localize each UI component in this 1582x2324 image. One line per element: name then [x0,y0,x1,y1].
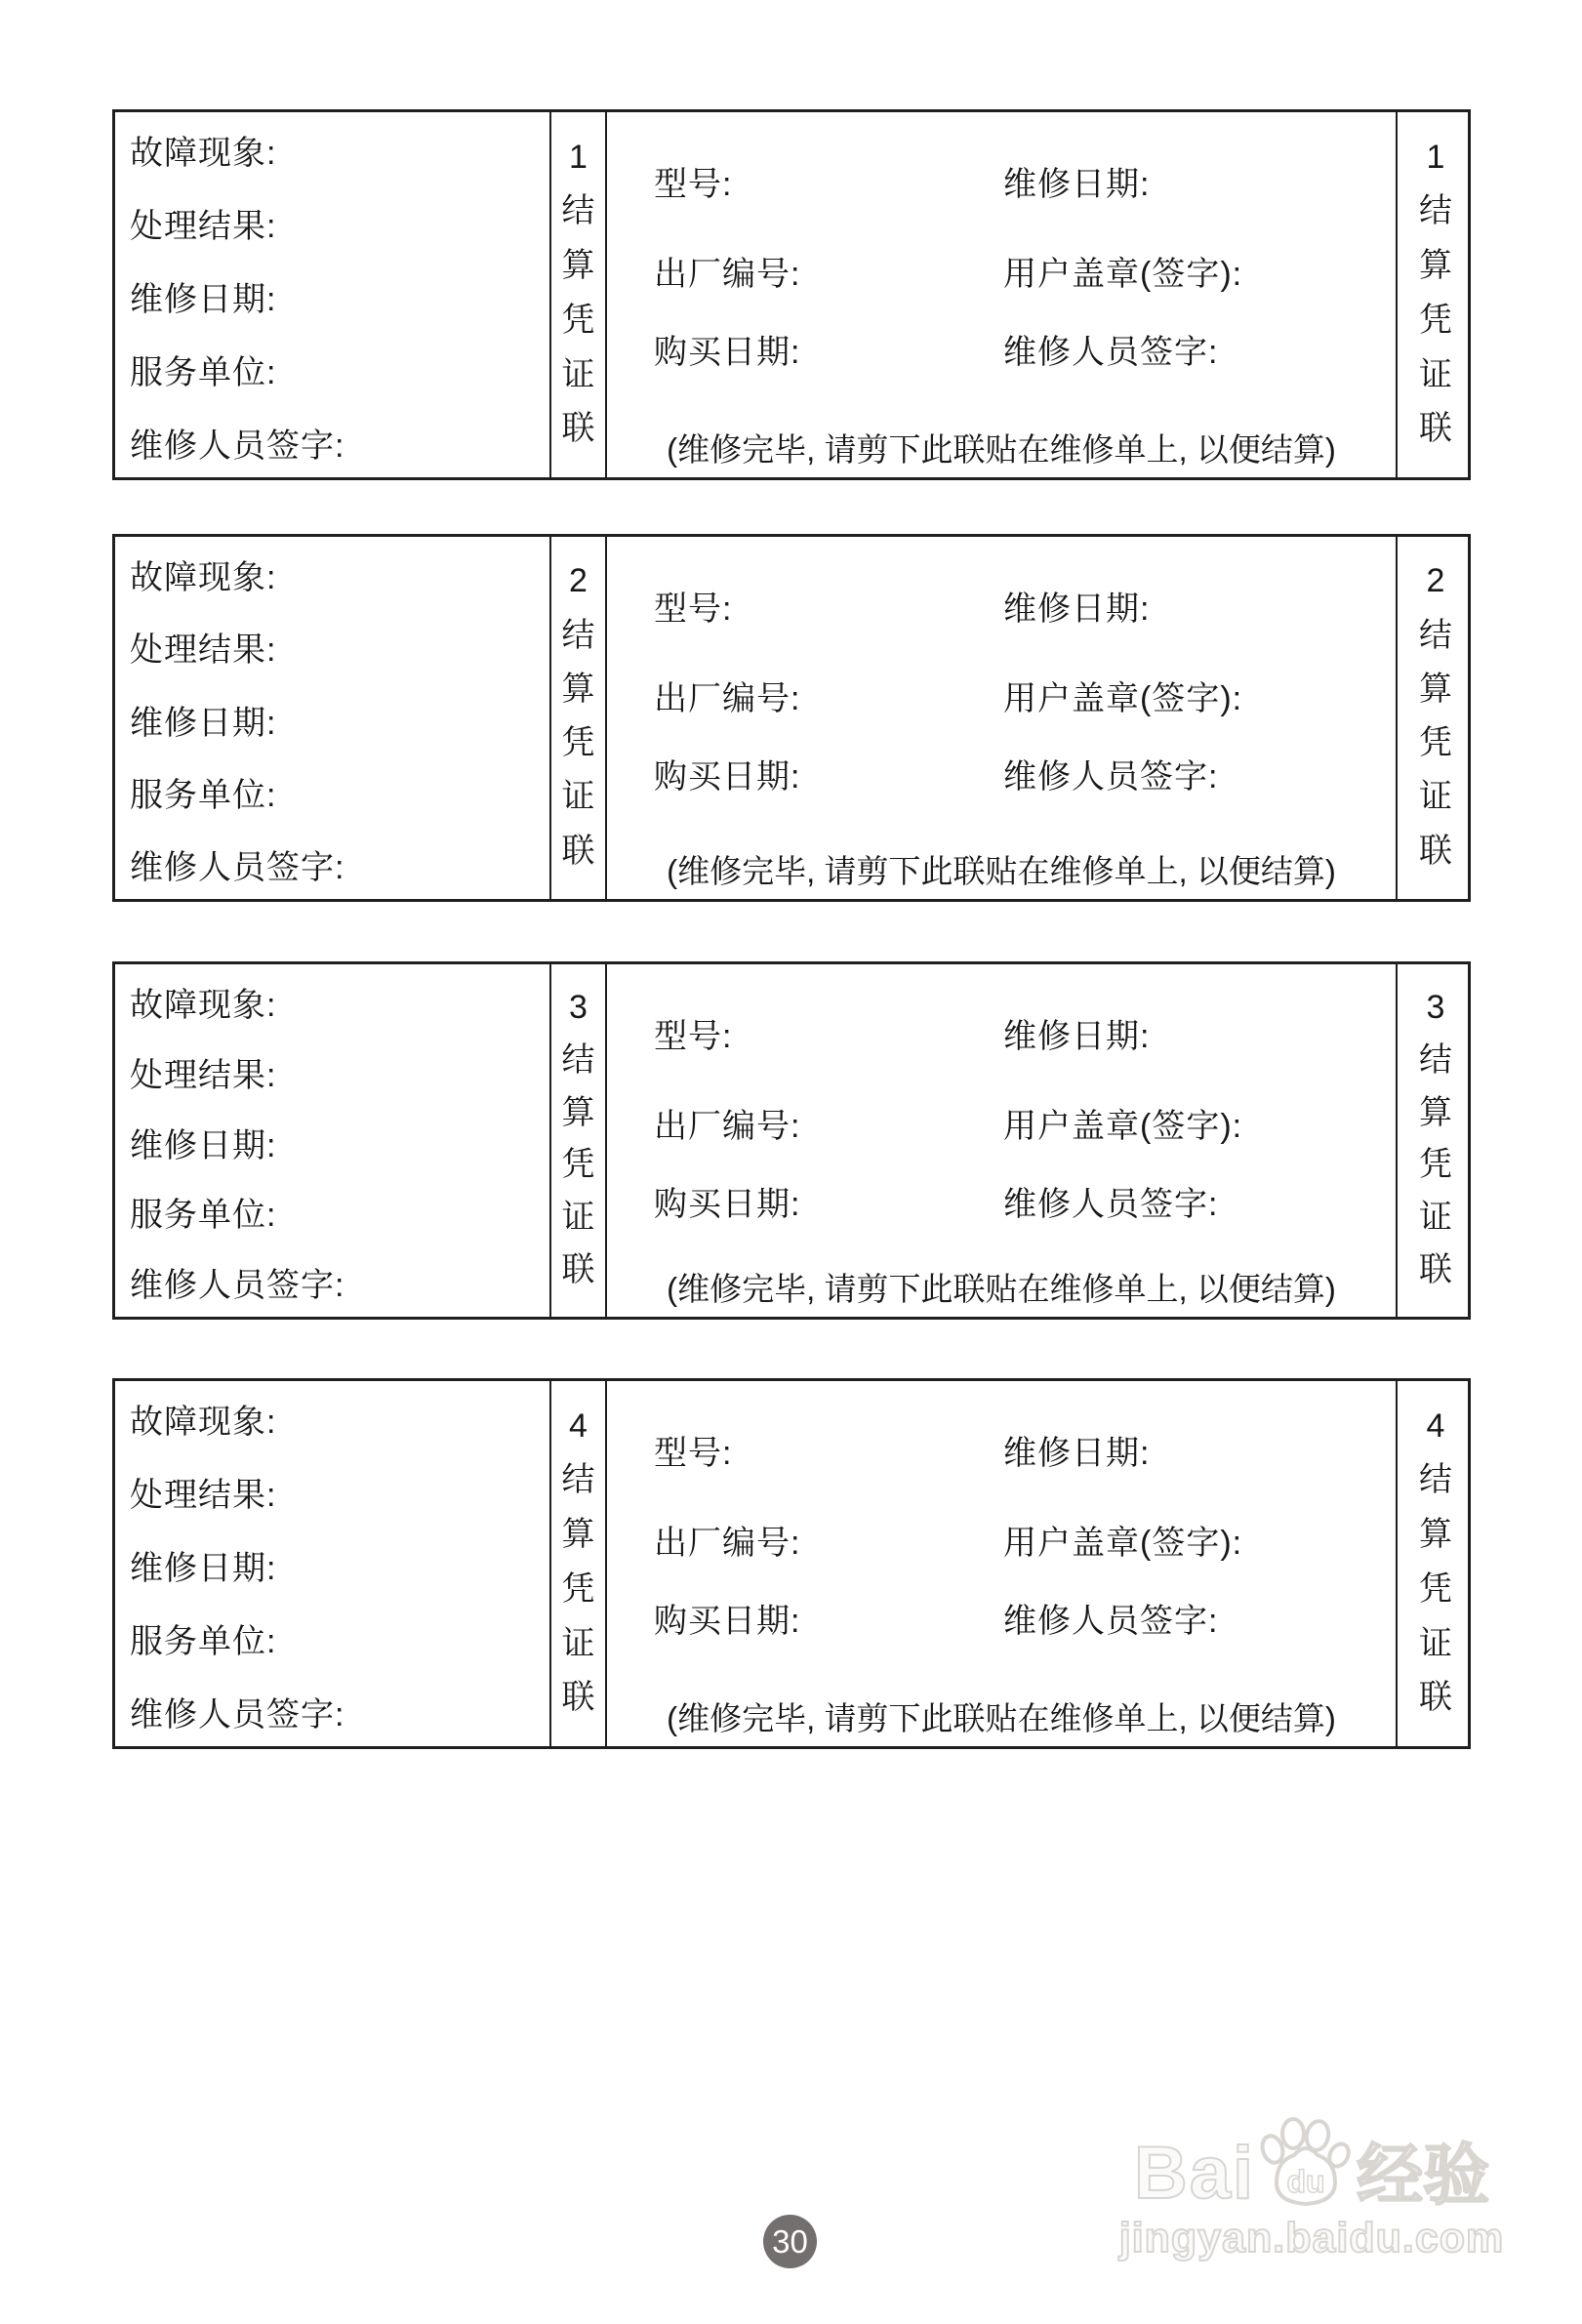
copy-number: 1 [569,138,588,176]
page-number-badge [763,2215,817,2268]
purchase-date-label: 购买日期: [654,1186,801,1223]
tab-char: 证 [561,778,595,816]
watermark-logo-row [1118,2116,1505,2215]
tab-char: 算 [561,247,595,285]
voucher-row [654,1604,1386,1639]
voucher-fields-cell [607,1381,1398,1746]
repairer-signature-label: 维修人员签字: [130,1267,345,1304]
voucher-block-4 [112,1378,1471,1749]
cut-out-note: (维修完毕, 请剪下此联贴在维修单上, 以便结算) [667,1271,1336,1307]
voucher-row [654,335,1386,370]
voucher-row [654,681,1386,716]
model-label: 型号: [654,591,733,628]
stub-settlement-tab [551,112,607,477]
cut-out-note: (维修完毕, 请剪下此联贴在维修单上, 以便结算) [667,431,1336,468]
voucher-settlement-tab [1398,964,1474,1317]
tab-char: 证 [1419,355,1452,393]
user-stamp-label: 用户盖章(签字): [1003,1525,1243,1562]
tab-char: 结 [561,616,595,654]
copy-number: 2 [569,562,588,600]
paw-icon [1251,2116,1353,2215]
tab-char: 算 [561,670,595,708]
voucher-fields-cell [607,964,1398,1317]
user-stamp-label: 用户盖章(签字): [1003,256,1243,293]
tab-char: 结 [1419,1461,1452,1499]
tab-char: 凭 [561,1146,595,1184]
tab-char: 算 [1419,670,1452,708]
model-label: 型号: [654,166,733,203]
tab-char: 凭 [561,301,595,339]
tab-char: 证 [561,1199,595,1237]
service-unit-label: 服务单位: [130,354,277,391]
voucher-row [654,167,1386,202]
service-unit-label: 服务单位: [130,1197,277,1235]
tab-char: 证 [1419,1199,1452,1237]
tab-char: 联 [1419,410,1452,448]
voucher-fields-cell [607,537,1398,899]
repairer-signature-label: 维修人员签字: [130,428,345,465]
serial-number-label: 出厂编号: [654,1525,801,1562]
repair-date-label: 维修日期: [1003,591,1151,628]
repairer-signature-label: 维修人员签字: [130,1696,345,1733]
stub-fields-cell [115,112,551,477]
tab-char: 联 [561,410,595,448]
voucher-row [654,1187,1386,1222]
handling-result-label: 处理结果: [130,632,277,670]
stub-fields-cell [115,1381,551,1746]
repair-date-label: 维修日期: [1003,1435,1151,1472]
stub-fields-cell [115,964,551,1317]
voucher-row [654,1526,1386,1561]
voucher-row [654,257,1386,292]
tab-char: 结 [1419,1040,1452,1079]
purchase-date-label: 购买日期: [654,758,801,795]
tab-char: 联 [561,1679,595,1717]
voucher-row [654,1109,1386,1144]
repairer-signature-label: 维修人员签字: [1003,1186,1219,1223]
copy-number: 3 [1426,988,1445,1026]
voucher-row [654,1019,1386,1054]
voucher-settlement-tab [1398,1381,1474,1746]
stub-settlement-tab [551,537,607,899]
voucher-settlement-tab [1398,537,1474,899]
watermark-url: jingyan.baidu.com [1118,2215,1505,2262]
user-stamp-label: 用户盖章(签字): [1003,680,1243,717]
voucher-row [654,591,1386,627]
service-unit-label: 服务单位: [130,776,277,814]
voucher-row [654,1436,1386,1471]
copy-number: 1 [1426,138,1445,176]
purchase-date-label: 购买日期: [654,334,801,371]
repairer-signature-label: 维修人员签字: [1003,334,1219,371]
tab-char: 算 [561,1516,595,1554]
fault-symptom-label: 故障现象: [130,135,277,172]
voucher-row [654,759,1386,795]
fault-symptom-label: 故障现象: [130,987,277,1024]
tab-char: 凭 [561,1570,595,1608]
stub-settlement-tab [551,1381,607,1746]
repair-date-label: 维修日期: [1003,166,1151,203]
watermark-paw-text: du [1286,2164,1325,2199]
fault-symptom-label: 故障现象: [130,1404,277,1441]
handling-result-label: 处理结果: [130,208,277,245]
voucher-block-1 [112,109,1471,480]
model-label: 型号: [654,1435,733,1472]
tab-char: 证 [561,355,595,393]
tab-char: 联 [561,1251,595,1289]
fault-symptom-label: 故障现象: [130,559,277,596]
copy-number: 4 [569,1407,588,1445]
voucher-block-2 [112,534,1471,902]
tab-char: 联 [1419,832,1452,870]
tab-char: 结 [561,1461,595,1499]
voucher-block-3 [112,961,1471,1320]
repair-date-label: 维修日期: [130,1126,277,1164]
tab-char: 联 [561,832,595,870]
repair-date-label: 维修日期: [1003,1018,1151,1055]
tab-char: 算 [1419,247,1452,285]
watermark-brand-cn: 经验 [1357,2139,1490,2213]
serial-number-label: 出厂编号: [654,680,801,717]
tab-char: 结 [1419,192,1452,230]
tab-char: 凭 [561,724,595,762]
tab-char: 联 [1419,1679,1452,1717]
tab-char: 算 [1419,1516,1452,1554]
tab-char: 联 [1419,1251,1452,1289]
repair-date-label: 维修日期: [130,281,277,318]
handling-result-label: 处理结果: [130,1056,277,1094]
cut-out-note: (维修完毕, 请剪下此联贴在维修单上, 以便结算) [667,853,1336,889]
tab-char: 结 [1419,616,1452,654]
tab-char: 证 [1419,1624,1452,1662]
stub-settlement-tab [551,964,607,1317]
tab-char: 凭 [1419,724,1452,762]
tab-char: 结 [561,1040,595,1079]
cut-out-note: (维修完毕, 请剪下此联贴在维修单上, 以便结算) [667,1700,1336,1736]
voucher-settlement-tab [1398,112,1474,477]
user-stamp-label: 用户盖章(签字): [1003,1108,1243,1145]
tab-char: 证 [1419,778,1452,816]
purchase-date-label: 购买日期: [654,1603,801,1640]
tab-char: 凭 [1419,1570,1452,1608]
tab-char: 凭 [1419,1146,1452,1184]
repairer-signature-label: 维修人员签字: [1003,758,1219,795]
repair-date-label: 维修日期: [130,704,277,742]
repairer-signature-label: 维修人员签字: [130,849,345,886]
voucher-fields-cell [607,112,1398,477]
page-number: 30 [772,2222,808,2260]
service-unit-label: 服务单位: [130,1623,277,1660]
tab-char: 证 [561,1624,595,1662]
serial-number-label: 出厂编号: [654,1108,801,1145]
tab-char: 凭 [1419,301,1452,339]
copy-number: 2 [1426,562,1445,600]
handling-result-label: 处理结果: [130,1477,277,1514]
tab-char: 算 [1419,1093,1452,1131]
baidu-jingyan-watermark [1118,2116,1505,2263]
serial-number-label: 出厂编号: [654,256,801,293]
copy-number: 4 [1426,1407,1445,1445]
model-label: 型号: [654,1018,733,1055]
repair-date-label: 维修日期: [130,1550,277,1587]
tab-char: 结 [561,192,595,230]
watermark-brand-latin: Bai [1133,2132,1256,2215]
repairer-signature-label: 维修人员签字: [1003,1603,1219,1640]
stub-fields-cell [115,537,551,899]
copy-number: 3 [569,988,588,1026]
tab-char: 算 [561,1093,595,1131]
